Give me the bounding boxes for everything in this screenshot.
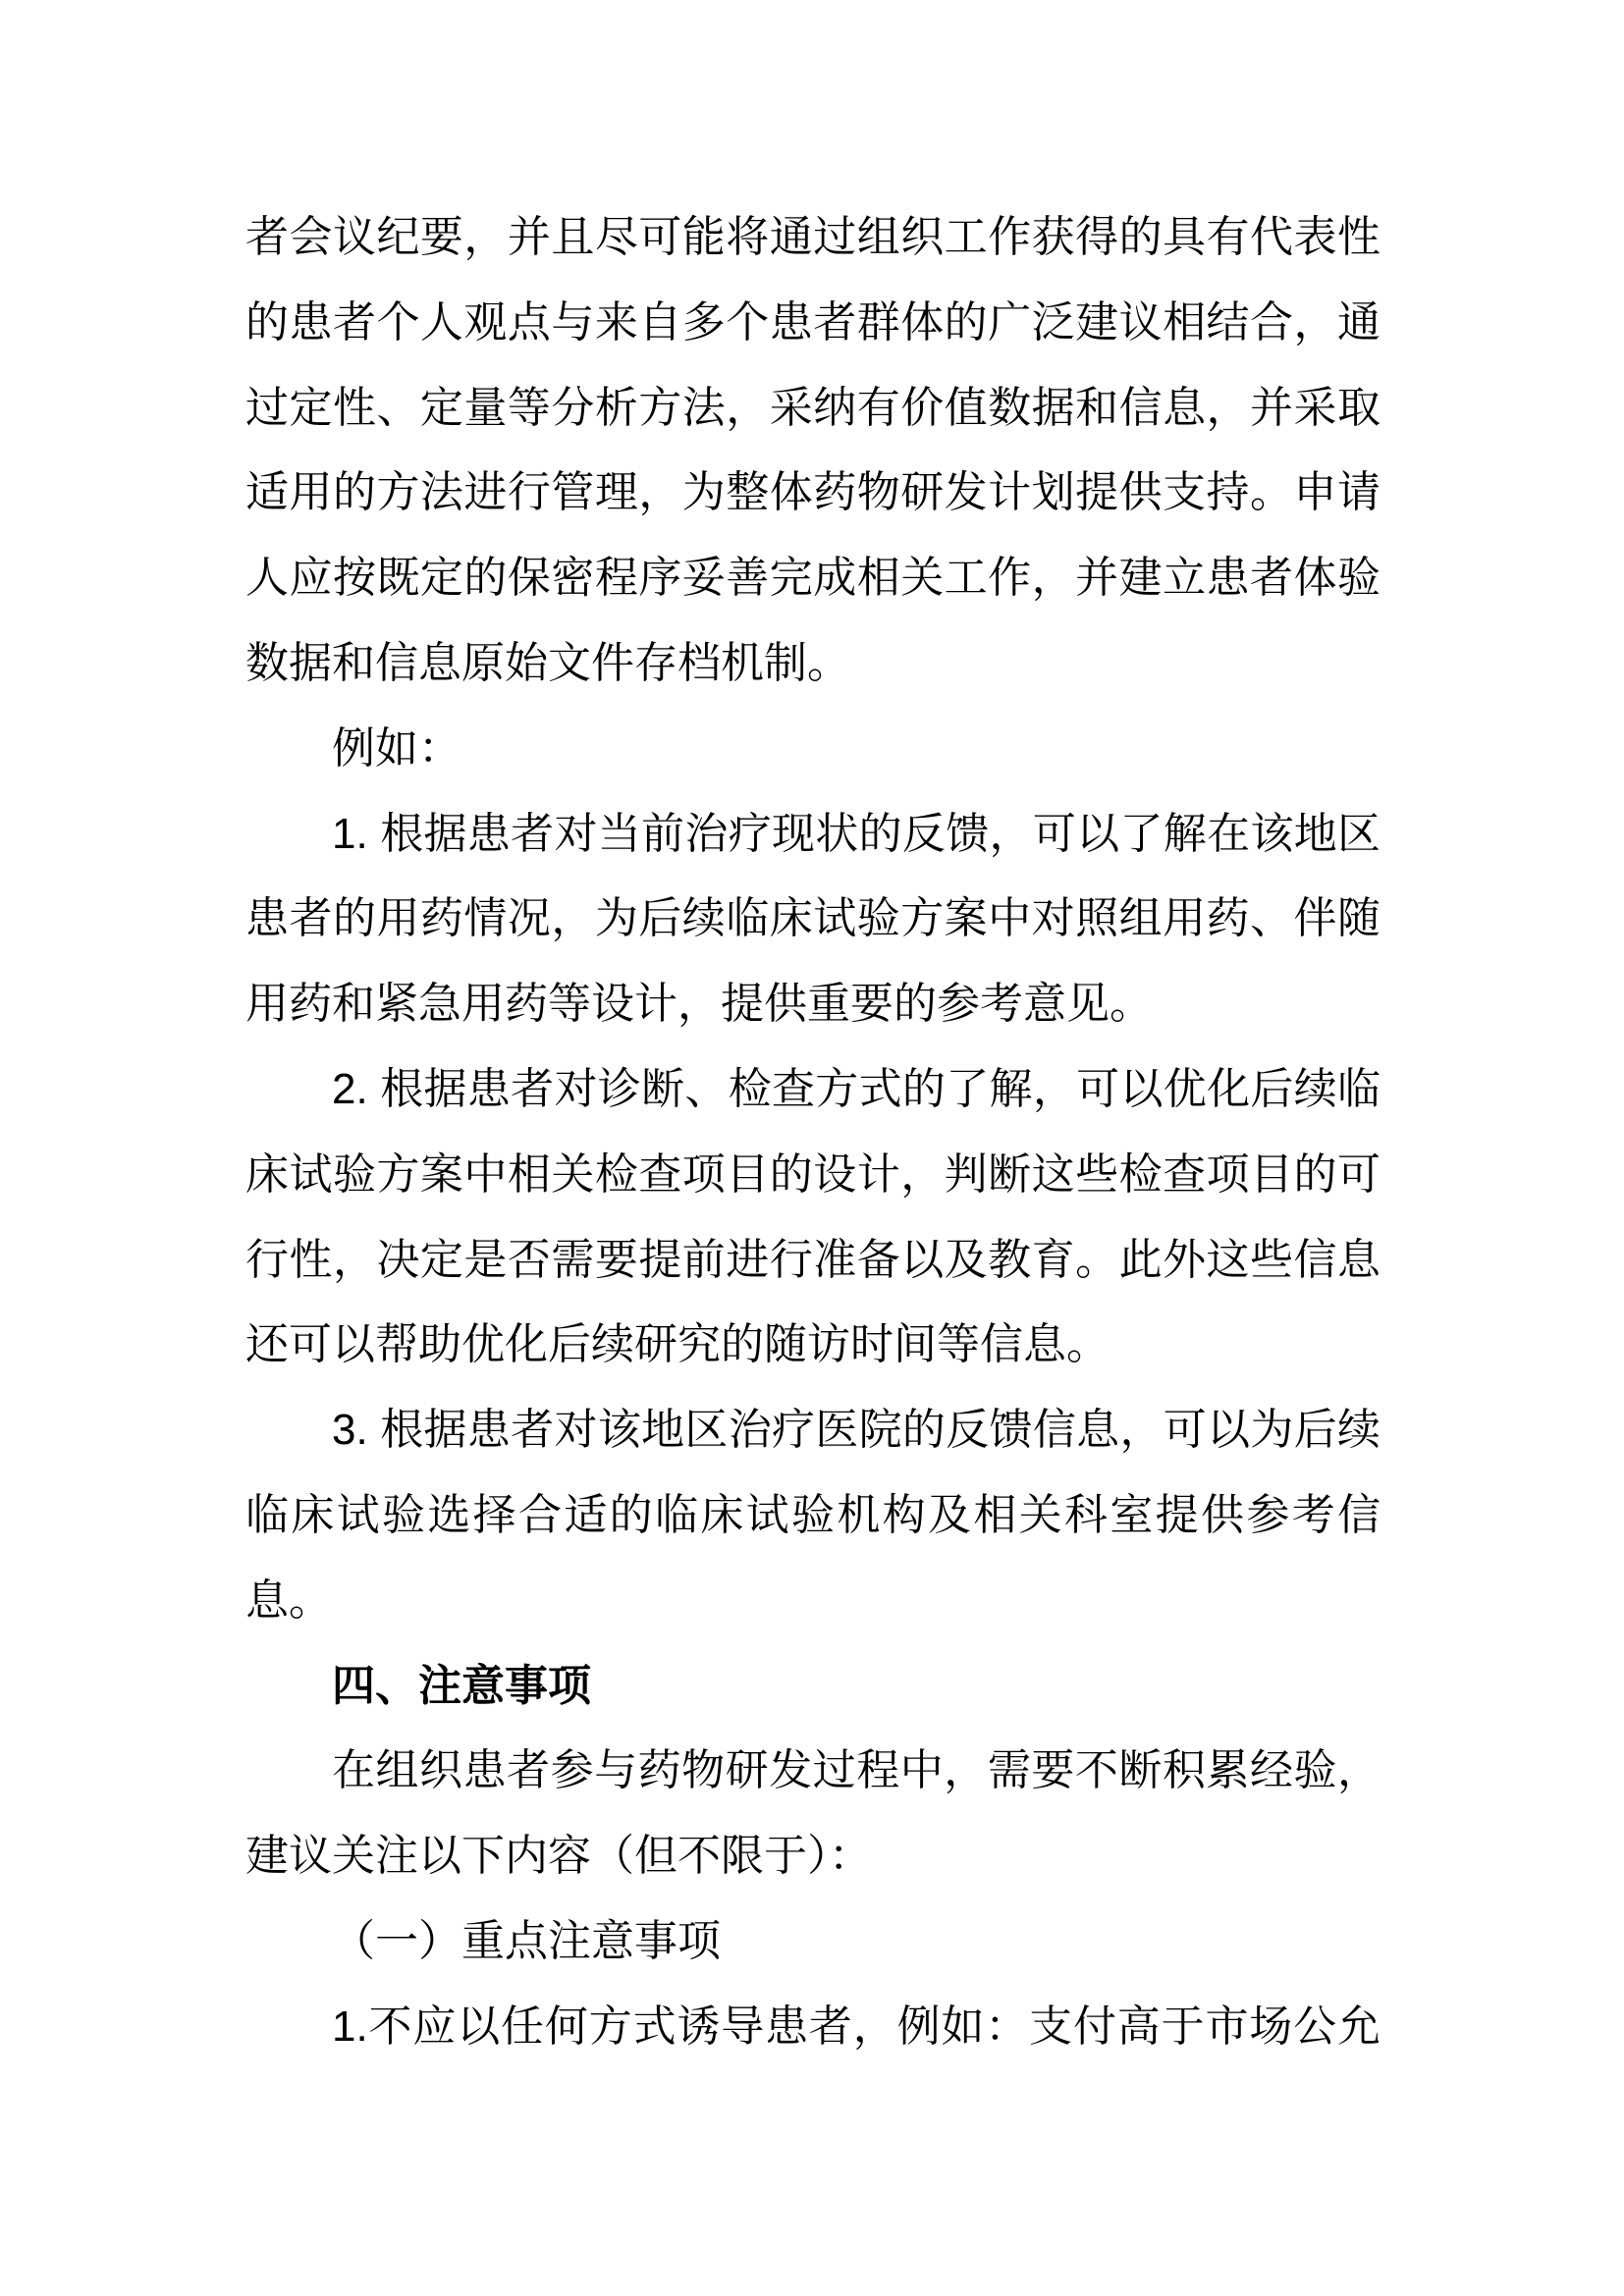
text-line: 在组织患者参与药物研发过程中，需要不断积累经验，: [332, 1746, 1380, 1795]
text-line: 息。: [245, 1575, 332, 1625]
text-line: 适用的方法进行管理，为整体药物研发计划提供支持。申请: [245, 468, 1380, 517]
text-line: 过定性、定量等分析方法，采纳有价值数据和信息，并采取: [245, 383, 1380, 432]
text-line: 数据和信息原始文件存档机制。: [245, 638, 850, 687]
text-line: 临床试验选择合适的临床试验机构及相关科室提供参考信: [245, 1490, 1380, 1539]
section-heading: 四、注意事项: [332, 1661, 591, 1710]
text-line: 人应按既定的保密程序妥善完成相关工作，并建立患者体验: [245, 554, 1380, 603]
text-line: 者会议纪要，并且尽可能将通过组织工作获得的具有代表性: [245, 213, 1380, 261]
text-line: 1.不应以任何方式诱导患者，例如：支付高于市场公允: [332, 2002, 1380, 2051]
text-line: 2. 根据患者对诊断、检查方式的了解，可以优化后续临: [332, 1064, 1380, 1113]
text-line: 建议关注以下内容（但不限于）：: [245, 1832, 872, 1881]
document-body: [245, 195, 1380, 2070]
text-line: 1. 根据患者对当前治疗现状的反馈，可以了解在该地区: [332, 809, 1380, 858]
text-line: 患者的用药情况，为后续临床试验方案中对照组用药、伴随: [245, 894, 1380, 943]
text-line: 3. 根据患者对该地区治疗医院的反馈信息，可以为后续: [332, 1406, 1380, 1455]
text-line: 用药和紧急用药等设计，提供重要的参考意见。: [245, 980, 1153, 1029]
text-line: 例如：: [332, 723, 461, 773]
text-line: 还可以帮助优化后续研究的随访时间等信息。: [245, 1320, 1110, 1369]
text-line: 行性，决定是否需要提前进行准备以及教育。此外这些信息: [245, 1235, 1380, 1284]
text-line: （一）重点注意事项: [332, 1916, 721, 1965]
text-line: 的患者个人观点与来自多个患者群体的广泛建议相结合，通: [245, 297, 1380, 347]
text-line: 床试验方案中相关检查项目的设计，判断这些检查项目的可: [245, 1149, 1380, 1199]
